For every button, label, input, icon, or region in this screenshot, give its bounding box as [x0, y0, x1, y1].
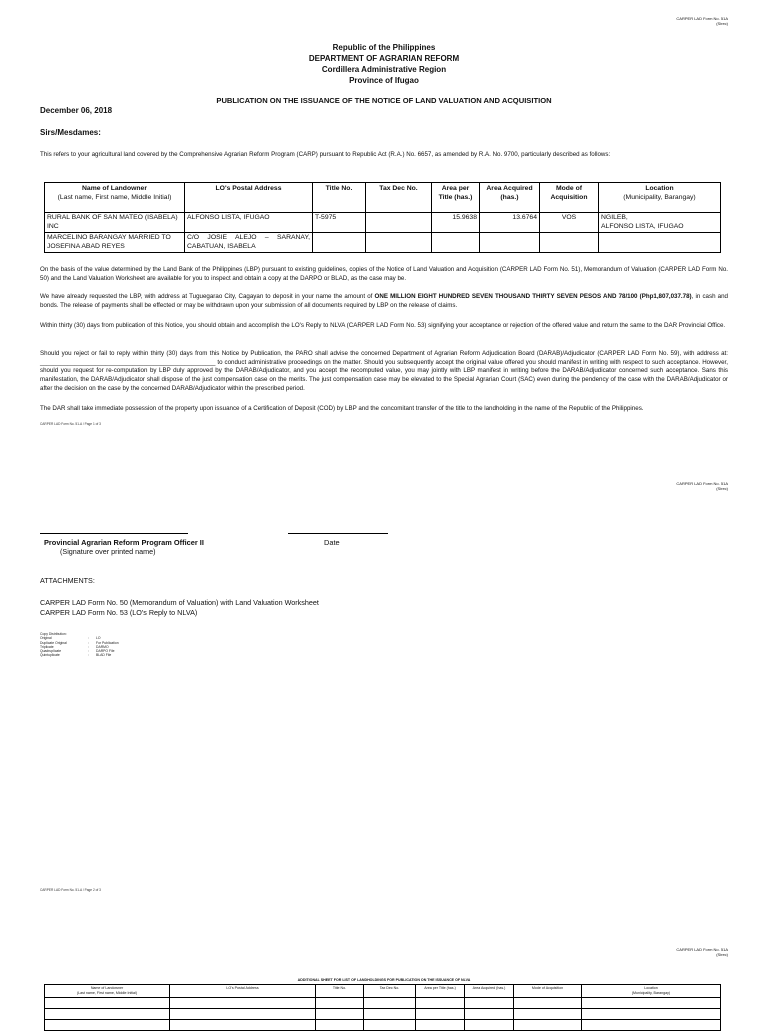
cell-area-title — [432, 233, 480, 253]
distribution-copy: Original — [40, 636, 52, 641]
col-landowner-label: Name of Landowner — [82, 185, 147, 192]
col-title-no: Title No. — [316, 985, 364, 998]
empty-cell — [582, 1020, 721, 1031]
col-tax-dec: Tax Dec No. — [366, 183, 432, 213]
deposit-text-end: , in cash and bonds. The release of payments shall be effected or may be withdrawn upon your submission of all documents required by LBP on the release of claims. — [40, 293, 729, 309]
col-address: LO's Postal Address — [185, 183, 313, 213]
distribution-row: Original : LO — [40, 636, 101, 641]
empty-cell — [582, 1009, 721, 1020]
attachments-list — [40, 598, 319, 618]
empty-cell — [316, 1009, 364, 1020]
page-footer-2: CARPER LAD Form No. 51-A / Page 2 of 3 — [40, 888, 101, 892]
empty-cell — [465, 998, 514, 1009]
empty-cell — [316, 998, 364, 1009]
col-area-title: Area per Title (has.) — [432, 183, 480, 213]
distribution-row: Quintuplicate : BLAD File — [40, 653, 112, 658]
col-landowner — [45, 183, 185, 213]
col-landowner-sub: (Last name, First name, Middle Initial) — [57, 194, 172, 201]
document-date: December 06, 2018 — [40, 106, 113, 115]
table-row — [45, 998, 721, 1009]
col-area-acquired: Area Acquired (has.) — [465, 985, 514, 998]
table-row — [45, 1009, 721, 1020]
cell-area-acquired — [480, 233, 540, 253]
copy-distribution — [40, 632, 119, 658]
salutation: Sirs/Mesdames: — [40, 128, 101, 137]
form-tag — [676, 16, 728, 26]
col-location-sub: (Municipality, Barangay) — [631, 990, 671, 995]
header-province: Province of Ifugao — [349, 76, 419, 85]
table-header-row — [45, 985, 721, 998]
table-row — [45, 1020, 721, 1031]
col-location-label: Location — [645, 185, 674, 192]
header-republic: Republic of the Philippines — [332, 43, 436, 52]
deposit-text: We have already requested the LBP, with address at Tuguegarao City, Cagayan to deposit in your name the amount of — [40, 293, 375, 300]
paragraph-valuation: On the basis of the value determined by the Land Bank of the Philippines (LBP) pursuant to existing guidelines, copies of the Notice of Land Valuation and Acquisition (CARPER LAD Form No. 51), Memorandum of Valuation (CARPER LAD Form No. 50) and the Land Valuation Worksheet are available for you to inspect and obtain a copy at the DARPO or BLAD, as the case may be. — [40, 266, 728, 282]
empty-cell — [316, 1020, 364, 1031]
form-tag — [676, 481, 728, 491]
date-label: Date — [324, 538, 340, 547]
col-address: LO's Postal Address — [170, 985, 316, 998]
header-department: DEPARTMENT OF AGRARIAN REFORM — [308, 54, 460, 63]
distribution-recipient: For Publication — [96, 640, 119, 645]
empty-cell — [514, 1009, 582, 1020]
col-landowner — [45, 985, 170, 998]
distribution-row: Triplicate : DARMO — [40, 644, 109, 649]
empty-cell — [465, 1020, 514, 1031]
empty-cell — [45, 1020, 170, 1031]
cell-tax-dec — [366, 233, 432, 253]
attachment-item: CARPER LAD Form No. 50 (Memorandum of Valuation) with Land Valuation Worksheet — [40, 598, 319, 607]
paragraph-possession: The DAR shall take immediate possession of the property upon issuance of a Certification of Deposit (COD) by LBP and the concomitant transfer of the title to the landholding in the name of the Republic of the Philippines. — [40, 405, 644, 412]
additional-sheet-title: ADDITIONAL SHEET FOR LIST OF LANDHOLDINGS FOR PUBLICATION ON THE ISSUANCE OF NLVA — [297, 978, 471, 982]
cell-mode — [540, 233, 599, 253]
deposit-amount: ONE MILLION EIGHT HUNDRED SEVEN THOUSAND THIRTY SEVEN PESOS AND 78/100 (Php1,807,037.78) — [374, 293, 692, 300]
cell-area-title: 15.9638 — [432, 213, 480, 233]
form-tag-sub: (Sirec) — [716, 21, 728, 26]
empty-cell — [465, 1009, 514, 1020]
officer-signature-caption: (Signature over printed name) — [60, 547, 156, 556]
paragraph-rejection: Should you reject or fail to reply within thirty (30) days from this Notice by Publication, the PARO shall advise the concerned Department of Agrarian Reform Adjudication Board (DARAB)/Adjudicator (CARPER LAD Form No. 59), with address at: ___________________________________________________ to conduct administrative proceedings on the matter. Should you subsequently accept the original value offered you should manifest in writing with respect to such acceptance. However, should you request for re-computation by LBP duly approved by the DARAB/Adjudicator, and you accept the recomputed value, you may jointly with LBP manifest in writing before the DARAB/Adjudicator concerned such acceptance. Sans this manifestation, the DARAB/Adjudicator shall dispose of the just compensation case on the merits. The just compensation case may be elevated to the Special Agrarian Court (SAC) even during the pendency of the case with the DARAB/Adjudicator or after the decision on the case by the concerned DARAB/Adjudicator within the prescribed period. — [40, 350, 728, 392]
form-tag-number: CARPER LAD Form No. 51A — [676, 16, 728, 21]
form-tag-number: CARPER LAD Form No. 51A — [676, 947, 728, 952]
table-row — [45, 233, 721, 253]
distribution-recipient: BLAD File — [96, 653, 112, 658]
distribution-row: Duplicate Original : For Publication — [40, 640, 119, 645]
cell-title-no: T-5975 — [313, 213, 366, 233]
empty-cell — [416, 1020, 465, 1031]
empty-cell — [45, 998, 170, 1009]
table-header-row — [45, 183, 721, 213]
distribution-row: Quadruplicate : DARPO File — [40, 649, 115, 654]
cell-location: NGILEB, ALFONSO LISTA, IFUGAO — [599, 213, 721, 233]
distribution-copy: Quadruplicate — [40, 649, 62, 654]
empty-cell — [170, 1009, 316, 1020]
cell-tax-dec — [366, 213, 432, 233]
cell-address: ALFONSO LISTA, IFUGAO — [185, 213, 313, 233]
form-tag — [676, 947, 728, 957]
landholding-table — [44, 182, 721, 253]
col-area-acquired: Area Acquired (has.) — [480, 183, 540, 213]
document-title: PUBLICATION ON THE ISSUANCE OF THE NOTICE OF LAND VALUATION AND ACQUISITION — [216, 96, 552, 105]
cell-address: C/O JOSIE ALEJO – SARANAY, CABATUAN, ISABELA — [185, 233, 313, 253]
empty-cell — [514, 998, 582, 1009]
document-header — [0, 42, 768, 86]
empty-cell — [170, 998, 316, 1009]
page-footer-1: CARPER LAD Form No. 51-A / Page 1 of 3 — [40, 422, 101, 426]
cell-location — [599, 233, 721, 253]
cell-landowner: MARCELINO BARANGAY MARRIED TO JOSEFINA ABAD REYES — [45, 233, 185, 253]
col-location — [582, 985, 721, 998]
distribution-recipient: DARPO File — [96, 649, 115, 654]
empty-cell — [514, 1020, 582, 1031]
col-location-label: Location — [644, 986, 658, 990]
empty-cell — [45, 1009, 170, 1020]
officer-title: Provincial Agrarian Reform Program Officer II — [44, 538, 204, 547]
form-tag-sub: (Sirec) — [716, 486, 728, 491]
distribution-copy: Triplicate — [40, 644, 54, 649]
empty-cell — [364, 1020, 416, 1031]
cell-area-acquired: 13.6764 — [480, 213, 540, 233]
distribution-copy: Quintuplicate — [40, 653, 60, 658]
table-row — [45, 213, 721, 233]
col-landowner-label: Name of Landowner — [90, 986, 124, 990]
intro-paragraph: This refers to your agricultural land covered by the Comprehensive Agrarian Reform Program (CARP) pursuant to Republic Act (R.A.) No. 6657, as amended by R.A. No. 9700, particularly described as follows: — [40, 151, 611, 158]
officer-signature-line — [40, 533, 188, 534]
empty-cell — [582, 998, 721, 1009]
paragraph-reply: Within thirty (30) days from publication of this Notice, you should obtain and accomplish the LO's Reply to NLVA (CARPER LAD Form No. 53) signifying your acceptance or rejection of the offered value and return the same to the DAR Provincial Office. — [40, 322, 726, 329]
col-location — [599, 183, 721, 213]
col-mode: Mode of Acquisition — [540, 183, 599, 213]
form-tag-sub: (Sirec) — [716, 952, 728, 957]
form-tag-number: CARPER LAD Form No. 51A — [676, 481, 728, 486]
empty-cell — [364, 1009, 416, 1020]
date-signature-line — [288, 533, 388, 534]
col-title-no: Title No. — [313, 183, 366, 213]
distribution-title: Copy Distribution: — [40, 632, 67, 636]
col-area-title: Area per Title (has.) — [416, 985, 465, 998]
cell-landowner: RURAL BANK OF SAN MATEO (ISABELA) INC — [45, 213, 185, 233]
empty-cell — [416, 1009, 465, 1020]
attachment-item: CARPER LAD Form No. 53 (LO's Reply to NLVA) — [40, 608, 198, 617]
distribution-recipient: LO — [96, 636, 101, 641]
empty-cell — [416, 998, 465, 1009]
distribution-copy: Duplicate Original — [40, 640, 67, 645]
col-mode: Mode of Acquisition — [514, 985, 582, 998]
empty-cell — [364, 998, 416, 1009]
cell-mode: VOS — [540, 213, 599, 233]
empty-cell — [170, 1020, 316, 1031]
paragraph-deposit — [40, 293, 728, 310]
cell-title-no — [313, 233, 366, 253]
header-region: Cordillera Administrative Region — [321, 65, 447, 74]
distribution-recipient: DARMO — [96, 644, 109, 649]
col-landowner-sub: (Last name, First name, Middle Initial) — [76, 990, 138, 995]
attachments-label: ATTACHMENTS: — [40, 576, 95, 585]
col-location-sub: (Municipality, Barangay) — [623, 194, 696, 201]
col-tax-dec: Tax Dec No. — [364, 985, 416, 998]
